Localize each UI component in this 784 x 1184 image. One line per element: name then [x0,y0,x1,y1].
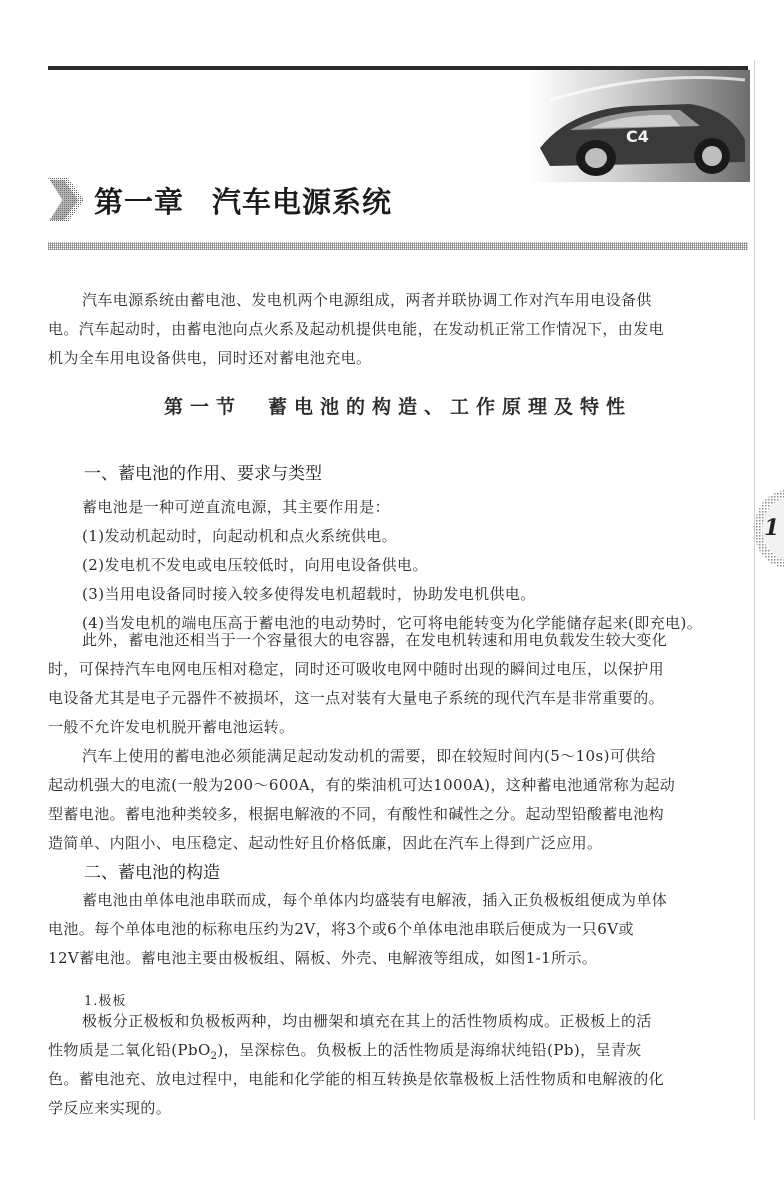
chapter-heading [48,178,748,248]
list-item: (1)发动机起动时，向起动机和点火系统供电。 [82,527,398,545]
chapter-marker-icon [48,178,84,222]
intro-line: 机为全车用电设备供电，同时还对蓄电池充电。 [48,349,372,367]
car-badge: C4 [626,127,649,146]
intro-line: 电。汽车起动时，由蓄电池向点火系及起动机提供电能，在发动机正常工作情况下，由发电 [48,320,665,338]
chapter-divider [48,242,748,250]
part1-paragraph-2: 此外，蓄电池还相当于一个容量很大的电容器，在发电机转速和用电负载发生较大变化 时，可保持汽车电网电压相对稳定，同时还可吸收电网中随时出现的瞬间过电压，以保护用 电设备尤其是电子元器件不被损坏，这一点对装有大量电子系统的现代汽车是非常重要的。 一般不允许发电机脱开蓄电池运转。 [48,631,668,736]
plates-paragraph: 极板分正极板和负极板两种，均由栅架和填充在其上的活性物质构成。正极板上的活 性物质是二氧化铅(PbO$_2$)，呈深棕色。负极板上的活性物质是海绵状纯铅(Pb)，呈青灰 色。蓄电池充、放电过程中，电能和化学能的相互转换是依靠极板上活性物质和电解液的化 学反应来实现的。 [48,1012,665,1117]
list-item: (3)当用电设备同时接入较多使得发电机超载时，协助发电机供电。 [82,585,536,603]
car-illustration [530,70,750,182]
section-number: 第一节 [163,396,242,418]
intro-paragraph [48,286,748,373]
chapter-number: 第一章 [94,185,185,219]
chapter-title [94,180,392,221]
part1-paragraph-3: 汽车上使用的蓄电池必须能满足起动发动机的需要，即在较短时间内(5～10s)可供给 起动机强大的电流(一般为200～600A，有的柴油机可达1000A)，这种蓄电池通常称为起动 型蓄电池。蓄电池种类较多，根据电解液的不同，有酸性和碱性之分。起动型铅酸蓄电池构 造简单、内阻小、电压稳定、起动性好且价格低廉，因此在汽车上得到广泛应用。 [48,747,676,852]
list-item: (2)发电机不发电或电压较低时，向用电设备供电。 [82,556,428,574]
section-heading [48,392,748,419]
page-edge-rule [754,60,755,1120]
part1-lead: 蓄电池是一种可逆直流电源，其主要作用是： [82,498,391,516]
section-title: 蓄电池的构造、工作原理及特性 [268,396,633,418]
intro-line: 汽车电源系统由蓄电池、发电机两个电源组成，两者并联协调工作对汽车用电设备供 [82,291,652,309]
part1-heading: 一、蓄电池的作用、要求与类型 [84,464,322,484]
part2-paragraph-1: 蓄电池由单体电池串联而成，每个单体内均盛装有电解液，插入正负极板组便成为单体 电池。每个单体电池的标称电压约为2V，将3个或6个单体电池串联后便成为一只6V或 12V蓄电池。蓄电池主要由极板组、隔板、外壳、电解液等组成，如图1-1所示。 [48,891,668,967]
subsection-heading: 1.极板 [84,994,127,1009]
list-item: (4)当发电机的端电压高于蓄电池的电动势时，它可将电能转变为化学能储存起来(即充电)。 [82,614,703,632]
chapter-name: 汽车电源系统 [212,185,393,219]
page-number: 1 [764,515,780,541]
part2-heading: 二、蓄电池的构造 [84,863,220,883]
